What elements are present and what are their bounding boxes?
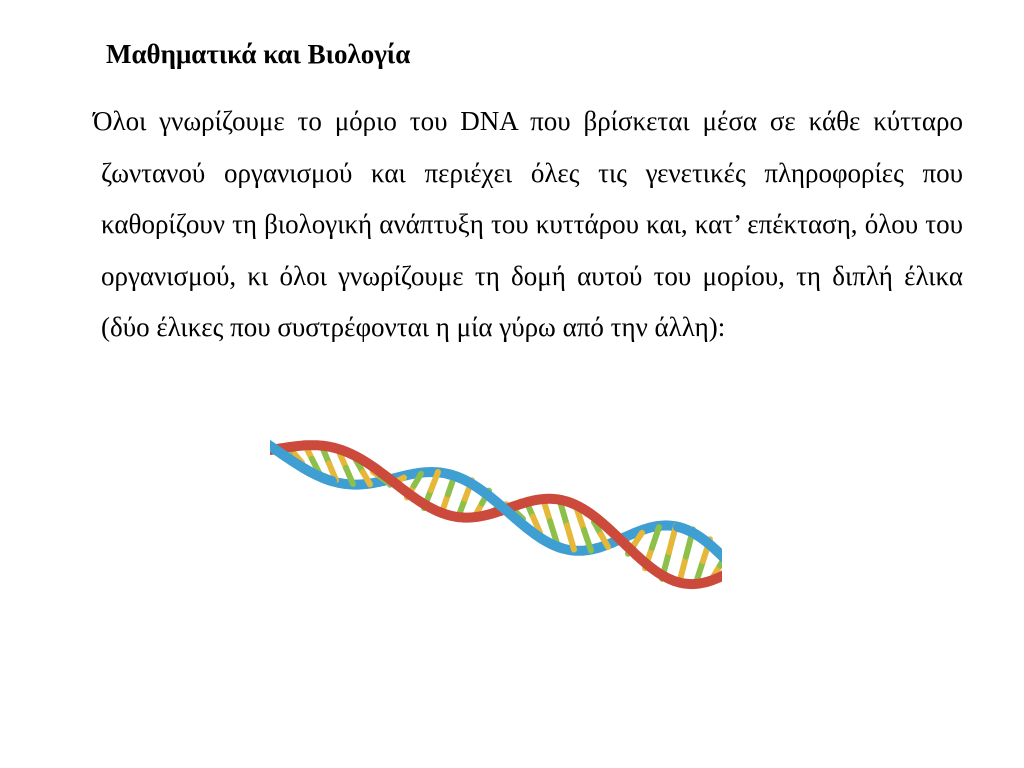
dna-strand-red-path: [270, 445, 722, 584]
dna-strand-red: [270, 445, 722, 584]
dna-double-helix-icon: [270, 426, 722, 598]
slide-body-text: Όλοι γνωρίζουμε το μόριο του DNA που βρίσκεται μέσα σε κάθε κύτταρο ζωντανού οργανισμού και περιέχει όλες τις γενετικές πληροφορίες που καθορίζουν τη βιολογική ανάπτυξη του κυττάρου και, κατ’ επέκταση, όλου του οργανισμού, κι όλοι γνωρίζουμε τη δομή αυτού του μορίου, τη διπλή έλικα (δύο έλικες που συστρέφονται η μία γύρω από την άλλη):: [93, 106, 963, 342]
dna-helix-figure: [270, 426, 722, 598]
slide-title: Μαθηματικά και Βιολογία: [106, 39, 411, 69]
